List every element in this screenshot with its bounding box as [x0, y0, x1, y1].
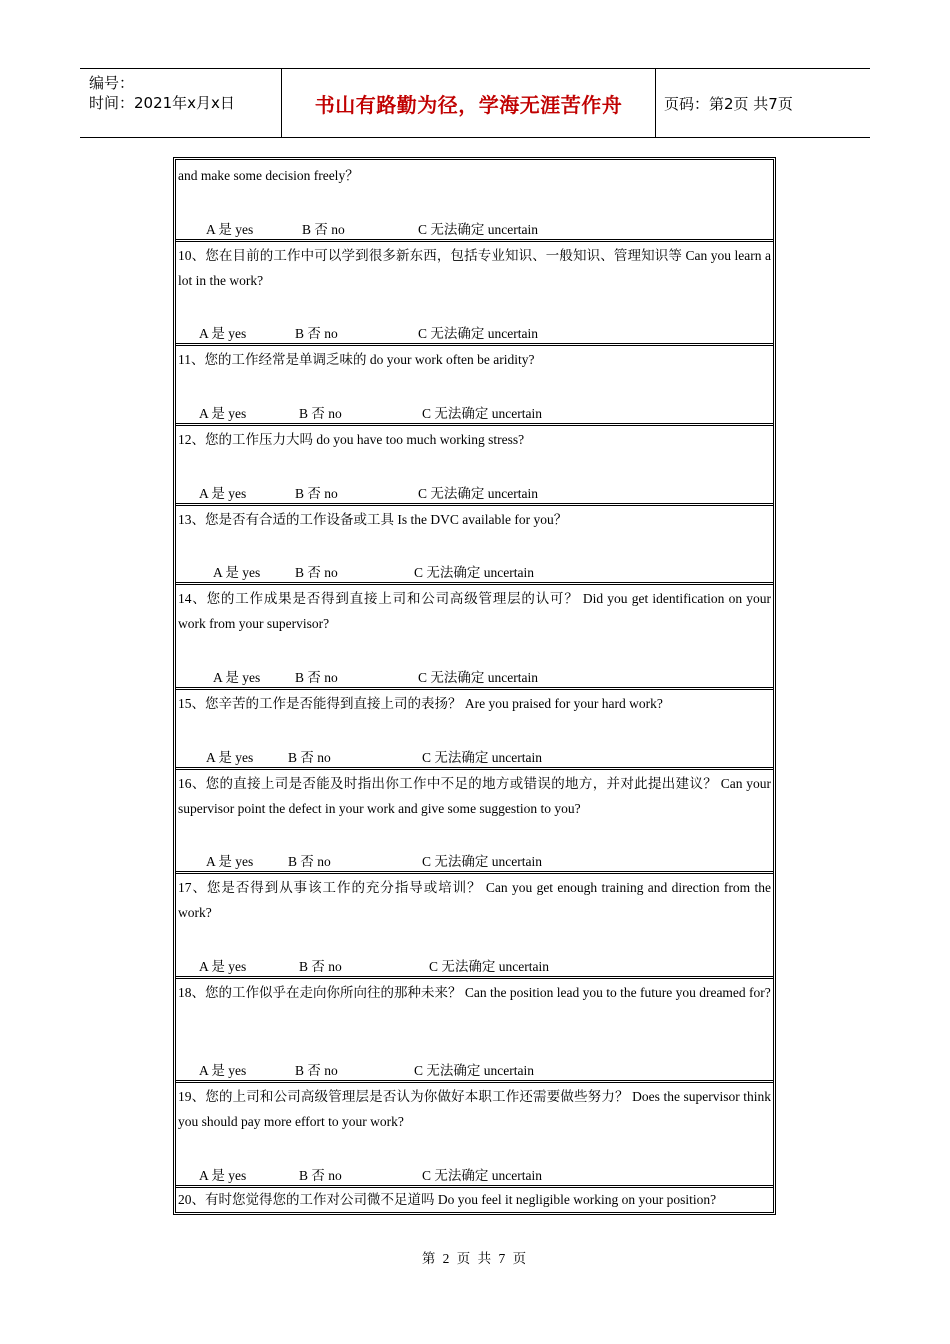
option-a[interactable]: A 是 yes: [199, 326, 247, 341]
question-row: [176, 979, 773, 1083]
option-b[interactable]: B 否 no: [299, 959, 342, 974]
option-a[interactable]: A 是 yes: [213, 565, 261, 580]
option-c[interactable]: C 无法确定 uncertain: [418, 486, 538, 501]
question-text: 12、您的工作压力大吗 do you have too much working stress?: [178, 432, 525, 447]
question-row: [176, 1188, 773, 1212]
question-row: [176, 506, 773, 585]
option-b[interactable]: B 否 no: [295, 565, 338, 580]
option-c[interactable]: C 无法确定 uncertain: [429, 959, 549, 974]
option-c[interactable]: C 无法确定 uncertain: [414, 565, 534, 580]
header-meta: [80, 69, 280, 137]
question-row: [176, 346, 773, 426]
option-c[interactable]: C 无法确定 uncertain: [414, 1063, 534, 1078]
question-text: and make some decision freely？: [178, 168, 359, 183]
question-text: 14、您的工作成果是否得到直接上司和公司高级管理层的认可？ Did you get identification on your work from your supervisor?: [178, 591, 771, 631]
option-a[interactable]: A 是 yes: [199, 959, 247, 974]
option-c[interactable]: C 无法确定 uncertain: [422, 854, 542, 869]
option-c[interactable]: C 无法确定 uncertain: [418, 222, 538, 237]
question-text: 18、您的工作似乎在走向你所向往的那种未来？ Can the position lead you to the future you dreamed for?: [178, 985, 771, 1000]
option-a[interactable]: A 是 yes: [199, 406, 247, 421]
header-page-info: 页码：第2页 共7页: [664, 94, 793, 113]
option-a[interactable]: A 是 yes: [199, 1063, 247, 1078]
questionnaire-table: [173, 157, 776, 1215]
question-row: [176, 242, 773, 346]
document-number-label: 编号：: [89, 74, 135, 92]
option-a[interactable]: A 是 yes: [199, 486, 247, 501]
option-c[interactable]: C 无法确定 uncertain: [422, 406, 542, 421]
question-row: [176, 874, 773, 979]
option-a[interactable]: A 是 yes: [213, 670, 261, 685]
question-row: [176, 160, 773, 242]
question-text: 19、您的上司和公司高级管理层是否认为你做好本职工作还需要做些努力？ Does the supervisor think you should pay more effort to your work?: [178, 1089, 771, 1129]
option-b[interactable]: B 否 no: [295, 1063, 338, 1078]
option-a[interactable]: A 是 yes: [206, 750, 254, 765]
header-motto: 书山有路勤为径，学海无涯苦作舟: [281, 69, 656, 137]
option-c[interactable]: C 无法确定 uncertain: [418, 326, 538, 341]
question-row: [176, 585, 773, 690]
question-row: [176, 426, 773, 506]
question-row: [176, 690, 773, 770]
option-b[interactable]: B 否 no: [295, 670, 338, 685]
option-b[interactable]: B 否 no: [288, 750, 331, 765]
option-b[interactable]: B 否 no: [288, 854, 331, 869]
question-text: 16、您的直接上司是否能及时指出你工作中不足的地方或错误的地方，并对此提出建议？ Can your supervisor point the defect in your work and give some suggestion to you?: [178, 776, 771, 816]
option-b[interactable]: B 否 no: [299, 1168, 342, 1183]
question-text: 15、您辛苦的工作是否能得到直接上司的表扬？ Are you praised for your hard work?: [178, 696, 663, 711]
question-text: 10、您在目前的工作中可以学到很多新东西，包括专业知识、一般知识、管理知识等 Can you learn a lot in the work?: [178, 248, 771, 288]
option-b[interactable]: B 否 no: [302, 222, 345, 237]
question-text: 20、有时您觉得您的工作对公司微不足道吗 Do you feel it negligible working on your position?: [178, 1192, 717, 1207]
option-a[interactable]: A 是 yes: [199, 1168, 247, 1183]
question-row: [176, 770, 773, 874]
option-b[interactable]: B 否 no: [295, 486, 338, 501]
option-c[interactable]: C 无法确定 uncertain: [422, 750, 542, 765]
option-a[interactable]: A 是 yes: [206, 222, 254, 237]
page-header: [80, 68, 870, 138]
document-date: 时间：2021年x月x日: [89, 94, 235, 112]
question-text: 13、您是否有合适的工作设备或工具 Is the DVC available for you？: [178, 512, 568, 527]
option-c[interactable]: C 无法确定 uncertain: [418, 670, 538, 685]
question-text: 17、您是否得到从事该工作的充分指导或培训？ Can you get enough training and direction from the work?: [178, 880, 771, 920]
question-row: [176, 1083, 773, 1188]
question-text: 11、您的工作经常是单调乏味的 do your work often be aridity?: [178, 352, 535, 367]
page-footer: 第 2 页 共 7 页: [421, 1251, 529, 1266]
option-b[interactable]: B 否 no: [299, 406, 342, 421]
option-a[interactable]: A 是 yes: [206, 854, 254, 869]
option-b[interactable]: B 否 no: [295, 326, 338, 341]
option-c[interactable]: C 无法确定 uncertain: [422, 1168, 542, 1183]
